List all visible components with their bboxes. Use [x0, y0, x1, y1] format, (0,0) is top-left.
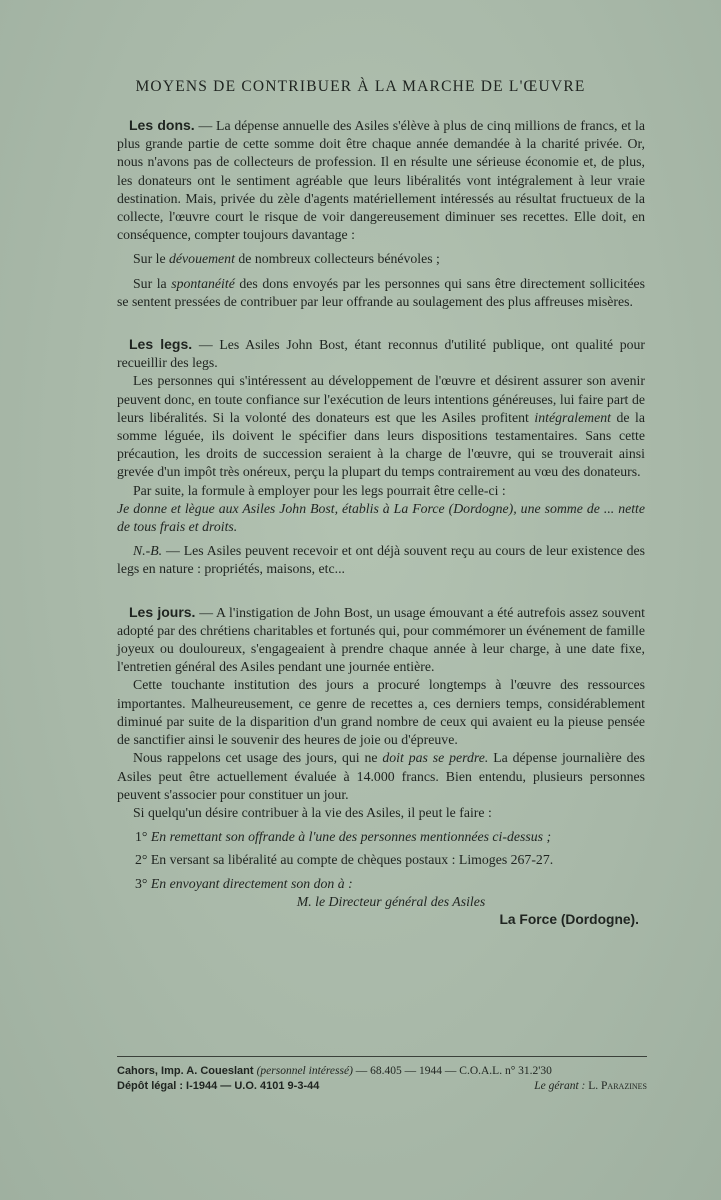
dons-paragraph-3: Sur la spontanéité des dons envoyés par les personnes qui sans être directement sollicitées se sentent pressées de contribuer par leur offrande au soulagement des plus affreuses misères.: [117, 275, 645, 309]
printer-footer: [117, 1064, 647, 1094]
document-body: [117, 116, 645, 929]
dons-paragraph-2: Sur le dévouement de nombreux collecteurs bénévoles ;: [133, 251, 440, 267]
section-dons: [117, 116, 645, 311]
footer-divider: [117, 1056, 647, 1057]
legs-nota-bene: N.-B. — Les Asiles peuvent recevoir et ont déjà souvent reçu au cours de leur existence des legs en nature : propriétés, maisons, etc...: [117, 543, 645, 577]
list-item: 3° En envoyant directement son don à :: [135, 875, 353, 891]
footer-line-2: Dépôt légal : I-1944 — U.O. 4101 9-3-44 Le gérant : L. Parazines: [117, 1080, 647, 1092]
list-item: 1° En remettant son offrande à l'une des personnes mentionnées ci-dessus ;: [135, 829, 552, 845]
dons-heading: Les dons.: [129, 117, 195, 133]
legs-paragraph-2: Les personnes qui s'intéressent au développement de l'œuvre et désirent assurer son avenir peuvent donc, en toute confiance sur l'exécution de leurs intentions généreuses, lui faire part de leurs libéralités. Si la volonté des donateurs est que les Asiles profitent intégralement de la somme léguée, ils doivent le spécifier dans leurs dispositions testamentaires. Sans cette précaution, les droits de succession seraient à la charge de l'œuvre, qui se trouverait ainsi grevée d'un impôt très onéreux, perçu la plupart du temps contrairement au vœu des donateurs.: [117, 373, 645, 480]
section-legs: [117, 335, 645, 579]
jours-paragraph-4: Si quelqu'un désire contribuer à la vie des Asiles, il peut le faire :: [133, 804, 492, 820]
legs-formula: Je donne et lègue aux Asiles John Bost, établis à La Force (Dordogne), une somme de ... nette de tous frais et droits.: [117, 500, 645, 535]
section-jours: [117, 603, 645, 929]
footer-line-1: Cahors, Imp. A. Coueslant (personnel intéressé) — 68.405 — 1944 — C.O.A.L. n° 31.2'30: [117, 1065, 552, 1077]
legs-heading: Les legs.: [129, 336, 193, 353]
list-item: 2° En versant sa libéralité au compte de chèques postaux : Limoges 267-27.: [135, 852, 554, 868]
jours-paragraph-1: Les jours. — A l'instigation de John Bost, un usage émouvant a été autrefois assez souvent adopté par des chrétiens charitables et fortunés qui, pour commémorer un événement de famille joyeux ou douloureux, s'engageaient à prendre chaque année à leur charge, à une date fixe, l'entretien général des Asiles pendant une journée entière.: [117, 603, 645, 675]
jours-paragraph-2: Cette touchante institution des jours a procuré longtemps à l'œuvre des ressources importantes. Malheureusement, ce genre de recettes a, ces derniers temps, considérablement diminué par suite de la disparition d'un grand nombre de ceux qui avaient eu la pieuse pensée de sanctifier ainsi le souvenir des heures de joie ou d'épreuve.: [117, 677, 645, 748]
contribution-list: [117, 828, 645, 893]
recipient-title: M. le Directeur général des Asiles: [296, 893, 486, 909]
page-title: MOYENS DE CONTRIBUER À LA MARCHE DE L'ŒUVRE: [135, 78, 586, 95]
legs-paragraph-1: Les legs. — Les Asiles John Bost, étant reconnus d'utilité publique, ont qualité pour recueillir des legs.: [117, 336, 645, 371]
recipient-address: La Force (Dordogne).: [499, 911, 639, 927]
jours-paragraph-3: Nous rappelons cet usage des jours, qui ne doit pas se perdre. La dépense journalière des Asiles peut être actuellement évaluée à 14.000 francs. Bien entendu, plusieurs personnes peuvent s'associer pour constituer un jour.: [117, 750, 645, 802]
legs-paragraph-3: Par suite, la formule à employer pour les legs pourrait être celle-ci :: [133, 482, 506, 498]
jours-heading: Les jours.: [129, 603, 196, 620]
dons-paragraph-1: Les dons. — La dépense annuelle des Asiles s'élève à plus de cinq millions de francs, et la plus grande partie de cette somme doit être chaque année demandée à la charité privée. Or, nous n'avons pas de collecteurs de profession. Il en résulte une sérieuse économie et, de plus, les donateurs ont le sentiment agréable que leurs libéralités vont intégralement à leur vraie destination. Mais, privée du zèle d'agents matériellement intéressés au résultat fructueux de la collecte, l'œuvre court le risque de voir dangereusement diminuer ses recettes. Elle doit, en conséquence, compter toujours davantage :: [117, 117, 645, 243]
